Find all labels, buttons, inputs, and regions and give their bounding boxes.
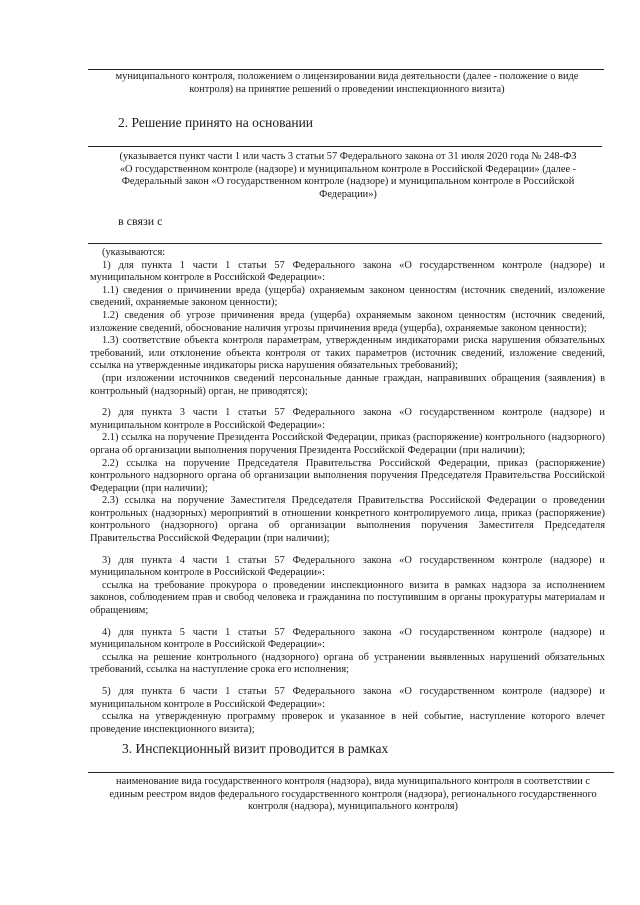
hint-line: контроля (надзора), муниципального контроля)	[248, 801, 458, 813]
hint-line: единым реестром видов федерального государственного контроля (надзора), регионального государственного	[109, 788, 597, 800]
item-1-1: 1.1) сведения о причинении вреда (ущерба) охраняемым законом ценностям (источник сведений, изложение сведений, охраняемые законом ценности);	[90, 284, 605, 309]
top-rule	[88, 69, 604, 70]
item-1-note: (при изложении источников сведений персональные данные граждан, направивших обращения (заявления) в контрольный (надзорный) орган, не приводятся);	[90, 372, 605, 397]
hint-line: (указывается пункт части 1 или часть 3 статьи 57 Федерального закона от 31 июля 2020 года № 248-ФЗ	[119, 151, 577, 162]
grounds-list	[90, 247, 605, 736]
section-3-hint	[90, 776, 616, 814]
item-2-1: 2.1) ссылка на поручение Президента Российской Федерации, приказ (распоряжение) контрольного (надзорного) органа об организации выполнения поручения Президента Российской Федерации (при наличии);	[90, 432, 605, 456]
item-1-3: 1.3) соответствие объекта контроля параметрам, утвержденным индикаторами риска нарушения обязательных требований, или отклонение объекта контроля от таких параметров (источник сведений, изложение сведений, ссылка на утвержденные индикаторы риска нарушения обязательных требований);	[90, 335, 605, 372]
item-4: 4) для пункта 5 части 1 статьи 57 Федерального закона «О государственном контроле (надзоре) и муниципальном контроле в Российской Федерации»:	[90, 626, 605, 651]
item-5-detail: ссылка на утвержденную программу проверок и указанное в ней событие, наступление которого влечет проведение инспекционного визита);	[90, 711, 605, 735]
hint-line: Федерации»)	[319, 188, 377, 200]
item-2-3: 2.3) ссылка на поручение Заместителя Председателя Правительства Российской Федерации о проведении контрольных (надзорных) мероприятий в отношении конкретного контролируемого лица, приказ (распоряжение) контрольного (надзорного) органа об организации выполнения поручения Заместителя Председателя Правительства Российской Федерации (при наличии);	[90, 495, 605, 545]
continued-line-2: контроля) на принятие решений о проведении инспекционного визита)	[189, 83, 505, 95]
item-1-2: 1.2) сведения об угрозе причинения вреда (ущерба) охраняемым законом ценностям (источник сведений, изложение сведений, обоснование наличия угрозы причинения вреда (ущерба), охраняемые законом ценности);	[90, 309, 605, 334]
in-connection-label: в связи с	[118, 214, 163, 228]
item-3-detail: ссылка на требование прокурора о проведении инспекционного визита в рамках надзора за исполнением законов, соблюдением прав и свобод человека и гражданина по поступившим в органы прокуратуры материалам и обращениям;	[90, 579, 605, 617]
item-1: 1) для пункта 1 части 1 статьи 57 Федерального закона «О государственном контроле (надзоре) и муниципальном контроле в Российской Федерации»:	[90, 259, 605, 284]
section-3-heading: 3. Инспекционный визит проводится в рамках	[122, 741, 389, 756]
section-2-rule	[88, 146, 602, 147]
section-2-hint	[88, 151, 608, 201]
in-connection-rule	[88, 243, 602, 244]
section-3-rule	[88, 772, 614, 773]
item-2: 2) для пункта 3 части 1 статьи 57 Федерального закона «О государственном контроле (надзоре) и муниципальном контроле в Российской Федерации»:	[90, 407, 605, 431]
item-4-detail: ссылка на решение контрольного (надзорного) органа об устранении выявленных нарушений обязательных требований, ссылка на наступление срока его исполнения;	[90, 651, 605, 676]
hint-line: «О государственном контроле (надзоре) и муниципальном контроле в Российской Федерации» (далее -	[119, 163, 577, 175]
item-3: 3) для пункта 4 части 1 статьи 57 Федерального закона «О государственном контроле (надзоре) и муниципальном контроле в Российской Федерации»:	[90, 554, 605, 579]
grounds-intro: (указываются:	[102, 247, 166, 258]
item-2-2: 2.2) ссылка на поручение Председателя Правительства Российской Федерации, приказ (распоряжение) контрольного надзорного органа об организации выполнения поручения Председателя Правительства Российской Федерации (при наличии);	[90, 457, 605, 494]
section-2-heading: 2. Решение принято на основании	[118, 115, 314, 130]
hint-line: наименование вида государственного контроля (надзора), вида муниципального контроля в соответствии с	[115, 776, 591, 787]
hint-line: Федеральный закон «О государственном контроле (надзоре) и муниципальном контроле в Российской	[121, 176, 575, 188]
continued-text	[92, 71, 602, 96]
continued-line-1: муниципального контроля, положением о лицензировании вида деятельности (далее - положение о виде	[115, 71, 579, 82]
item-5: 5) для пункта 6 части 1 статьи 57 Федерального закона «О государственном контроле (надзоре) и муниципальном контроле в Российской Федерации»:	[90, 686, 605, 710]
